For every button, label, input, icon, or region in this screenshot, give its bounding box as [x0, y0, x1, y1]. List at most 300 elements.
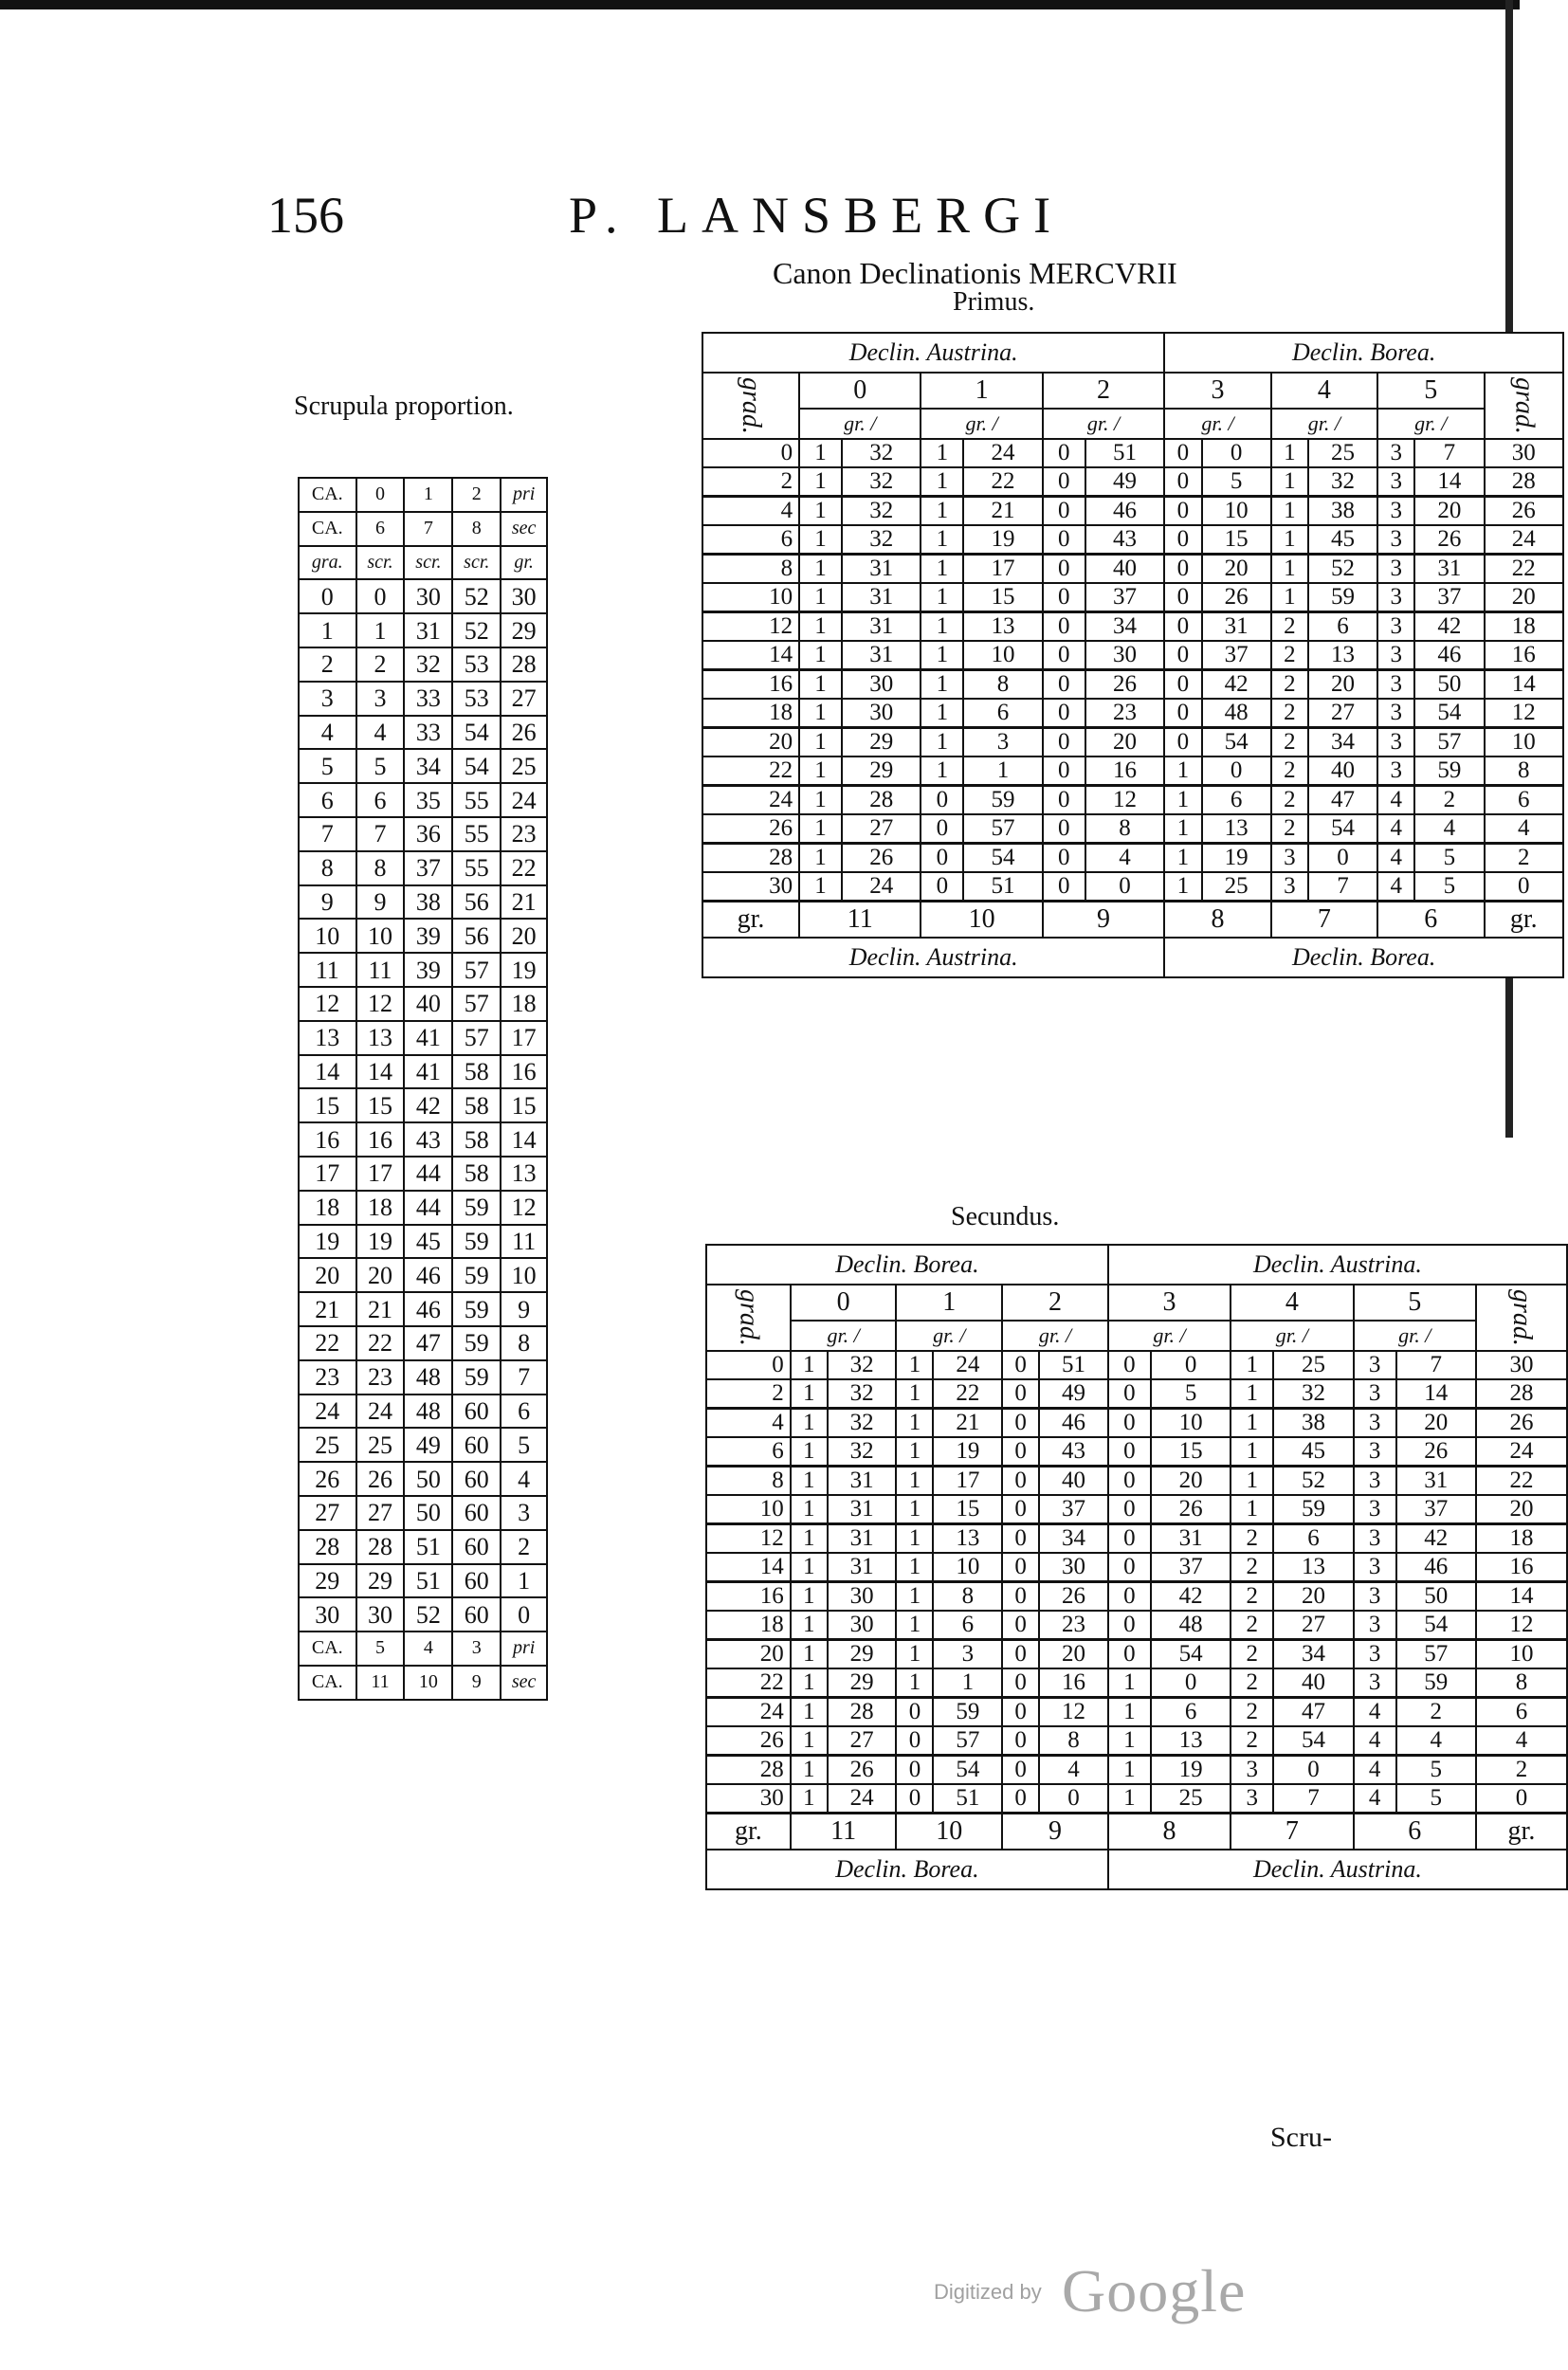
primus-cell: 25: [1202, 872, 1271, 902]
secundus-data-row: [706, 1379, 1567, 1409]
secundus-cell: 10: [1151, 1409, 1231, 1438]
primus-cell: 26: [1085, 670, 1165, 700]
primus-sign-header: 4: [1271, 373, 1377, 409]
primus-cell: 0: [1164, 670, 1201, 700]
secundus-bottom-sign: gr.: [706, 1814, 791, 1850]
secundus-cell: 18: [706, 1611, 791, 1640]
scrupula-cell: 8: [501, 1326, 547, 1360]
primus-cell: 1: [921, 670, 963, 700]
primus-cell: 20: [1308, 670, 1377, 700]
primus-cell: 0: [1043, 757, 1085, 786]
primus-cell: 54: [1414, 699, 1484, 728]
scrupula-row: [299, 919, 547, 953]
secundus-cell: 1: [791, 1726, 828, 1756]
scrupula-head-cell: scr.: [404, 546, 452, 580]
scrupula-row: [299, 1530, 547, 1564]
scrupula-cell: 48: [404, 1360, 452, 1395]
primus-unit-header: gr. /: [799, 409, 921, 439]
primus-cell: 0: [1164, 612, 1201, 642]
scrupula-cell: 58: [452, 1055, 501, 1089]
primus-cell: 1: [1164, 786, 1201, 815]
scrupula-cell: 30: [501, 579, 547, 613]
secundus-cell: 20: [1273, 1582, 1353, 1612]
secundus-cell: 31: [1151, 1524, 1231, 1554]
secundus-cell: 0: [896, 1756, 933, 1785]
secundus-cell: 0: [1002, 1524, 1039, 1554]
scrupula-cell: 25: [501, 749, 547, 783]
secundus-cell: 2: [1231, 1611, 1273, 1640]
secundus-cell: 12: [1476, 1611, 1567, 1640]
scrupula-cell: 8: [356, 851, 405, 885]
primus-cell: 3: [1377, 728, 1414, 757]
scrupula-foot-cell: 11: [356, 1666, 405, 1700]
primus-cell: 1: [799, 814, 842, 844]
primus-cell: 2: [1485, 844, 1564, 873]
secundus-sign-header: 0: [791, 1285, 897, 1321]
secundus-cell: 8: [933, 1582, 1002, 1612]
primus-cell: 6: [1485, 786, 1564, 815]
primus-cell: 0: [1164, 555, 1201, 584]
secundus-cell: 26: [706, 1726, 791, 1756]
scrupula-cell: 2: [299, 647, 356, 682]
scrupula-cell: 60: [452, 1496, 501, 1530]
scrupula-cell: 31: [404, 613, 452, 647]
scrupula-foot-cell: 10: [404, 1666, 452, 1700]
secundus-cell: 54: [1151, 1640, 1231, 1669]
primus-cell: 0: [921, 814, 963, 844]
canon-secundus-body: [706, 1245, 1567, 1889]
primus-cell: 26: [1414, 525, 1484, 555]
scrupula-cell: 5: [299, 749, 356, 783]
scrupula-cell: 10: [299, 919, 356, 953]
scrupula-row: [299, 783, 547, 817]
scrupula-head-cell: CA.: [299, 512, 356, 546]
primus-cell: 0: [702, 439, 799, 467]
primus-data-row: [702, 467, 1563, 497]
primus-cell: 42: [1202, 670, 1271, 700]
secundus-cell: 10: [706, 1495, 791, 1524]
primus-cell: 3: [963, 728, 1043, 757]
primus-data-row: [702, 699, 1563, 728]
primus-data-row: [702, 612, 1563, 642]
secundus-cell: 7: [1396, 1351, 1476, 1379]
primus-cell: 0: [1043, 728, 1085, 757]
scrupula-cell: 11: [356, 953, 405, 987]
scrupula-cell: 26: [299, 1462, 356, 1496]
primus-cell: 4: [1377, 814, 1414, 844]
scrupula-head-cell: 6: [356, 512, 405, 546]
primus-cell: 0: [1164, 699, 1201, 728]
secundus-cell: 1: [791, 1668, 828, 1698]
primus-label: Primus.: [953, 287, 1035, 317]
primus-cell: 2: [1271, 612, 1308, 642]
primus-cell: 1: [799, 641, 842, 670]
scrupula-title: Scrupula proportion.: [294, 392, 514, 421]
secundus-cell: 1: [933, 1668, 1002, 1698]
secundus-cell: 8: [1476, 1668, 1567, 1698]
secundus-cell: 22: [706, 1668, 791, 1698]
scrupula-cell: 21: [356, 1292, 405, 1326]
secundus-cell: 1: [896, 1640, 933, 1669]
secundus-cell: 0: [1002, 1582, 1039, 1612]
primus-bottom-sign: 7: [1271, 902, 1377, 939]
primus-cell: 0: [1043, 814, 1085, 844]
secundus-cell: 34: [1273, 1640, 1353, 1669]
secundus-cell: 1: [896, 1409, 933, 1438]
primus-cell: 0: [1043, 872, 1085, 902]
scrupula-cell: 40: [404, 987, 452, 1021]
secundus-cell: 32: [828, 1351, 897, 1379]
primus-cell: 2: [1271, 670, 1308, 700]
primus-cell: 16: [702, 670, 799, 700]
canon-primus-table: [702, 332, 1564, 978]
primus-cell: 0: [921, 872, 963, 902]
primus-cell: 24: [963, 439, 1043, 467]
primus-cell: 49: [1085, 467, 1165, 497]
secundus-cell: 2: [1396, 1698, 1476, 1727]
scrupula-cell: 11: [299, 953, 356, 987]
scrupula-cell: 26: [356, 1462, 405, 1496]
primus-cell: 22: [702, 757, 799, 786]
secundus-data-row: [706, 1495, 1567, 1524]
primus-cell: 3: [1377, 757, 1414, 786]
scrupula-head-cell: sec: [501, 512, 547, 546]
scrupula-row: [299, 1496, 547, 1530]
primus-cell: 3: [1271, 844, 1308, 873]
google-logo: Google: [1062, 2257, 1247, 2324]
primus-cell: 30: [1485, 439, 1564, 467]
primus-cell: 28: [702, 844, 799, 873]
primus-cell: 0: [1043, 699, 1085, 728]
secundus-bottom-sign: 6: [1354, 1814, 1476, 1850]
secundus-cell: 29: [828, 1668, 897, 1698]
scrupula-cell: 8: [299, 851, 356, 885]
scrupula-cell: 23: [299, 1360, 356, 1395]
scrupula-cell: 22: [501, 851, 547, 885]
primus-cell: 0: [921, 844, 963, 873]
primus-cell: 57: [963, 814, 1043, 844]
primus-cell: 0: [1308, 844, 1377, 873]
primus-unit-header: gr. /: [1164, 409, 1270, 439]
secundus-cell: 2: [1231, 1553, 1273, 1582]
primus-cell: 30: [842, 670, 921, 700]
scrupula-cell: 33: [404, 682, 452, 716]
primus-cell: 1: [799, 699, 842, 728]
primus-unit-row: [702, 409, 1563, 439]
scrupula-head-cell: 8: [452, 512, 501, 546]
scrupula-head-row: [299, 512, 547, 546]
secundus-cell: 0: [896, 1784, 933, 1814]
primus-cell: 1: [799, 612, 842, 642]
secundus-cell: 2: [1231, 1640, 1273, 1669]
scrupula-row: [299, 1326, 547, 1360]
secundus-cell: 3: [933, 1640, 1002, 1669]
primus-cell: 0: [1043, 641, 1085, 670]
primus-cell: 0: [1164, 728, 1201, 757]
secundus-cell: 0: [1273, 1756, 1353, 1785]
secundus-cell: 37: [1039, 1495, 1108, 1524]
scrupula-cell: 15: [356, 1088, 405, 1122]
secundus-cell: 0: [1002, 1726, 1039, 1756]
scrupula-cell: 52: [452, 613, 501, 647]
secundus-data-row: [706, 1467, 1567, 1496]
primus-bottom-sign: 11: [799, 902, 921, 939]
primus-cell: 1: [799, 786, 842, 815]
secundus-cell: 43: [1039, 1437, 1108, 1467]
scrupula-cell: 18: [299, 1191, 356, 1225]
secundus-cell: 24: [706, 1698, 791, 1727]
secundus-data-row: [706, 1553, 1567, 1582]
secundus-data-row: [706, 1784, 1567, 1814]
scrupula-cell: 28: [356, 1530, 405, 1564]
scrupula-cell: 59: [452, 1360, 501, 1395]
scrupula-head-cell: CA.: [299, 478, 356, 512]
secundus-cell: 20: [1039, 1640, 1108, 1669]
secundus-cell: 1: [1108, 1698, 1151, 1727]
primus-cell: 18: [702, 699, 799, 728]
scrupula-cell: 26: [501, 716, 547, 750]
secundus-cell: 23: [1039, 1611, 1108, 1640]
canon-title: Canon Declinationis MERCVRII: [773, 256, 1177, 290]
primus-sign-header: 3: [1164, 373, 1270, 409]
primus-cell: 1: [799, 525, 842, 555]
secundus-cell: 3: [1231, 1756, 1273, 1785]
secundus-data-row: [706, 1611, 1567, 1640]
scrupula-cell: 58: [452, 1122, 501, 1157]
scrupula-cell: 56: [452, 919, 501, 953]
primus-cell: 2: [1271, 699, 1308, 728]
scrupula-foot-row: [299, 1632, 547, 1666]
scrupula-cell: 50: [404, 1496, 452, 1530]
scrupula-cell: 59: [452, 1225, 501, 1259]
scrupula-cell: 59: [452, 1326, 501, 1360]
secundus-cell: 32: [828, 1379, 897, 1409]
secundus-cell: 13: [1151, 1726, 1231, 1756]
scrupula-row: [299, 1055, 547, 1089]
scrupula-cell: 5: [501, 1428, 547, 1462]
primus-cell: 27: [842, 814, 921, 844]
secundus-sign-header: 5: [1354, 1285, 1476, 1321]
scrupula-cell: 14: [501, 1122, 547, 1157]
running-head: P. LANSBERGI: [569, 187, 1065, 244]
primus-cell: 1: [1271, 467, 1308, 497]
primus-cell: 3: [1377, 612, 1414, 642]
secundus-top-left-label: Declin. Borea.: [706, 1245, 1108, 1285]
secundus-data-row: [706, 1524, 1567, 1554]
scrupula-foot-row: [299, 1666, 547, 1700]
primus-cell: 19: [1202, 844, 1271, 873]
scrupula-foot-cell: 9: [452, 1666, 501, 1700]
scrupula-cell: 36: [404, 817, 452, 851]
primus-cell: 37: [1202, 641, 1271, 670]
secundus-grad-right: grad.: [1476, 1285, 1567, 1351]
scrupula-foot-cell: 3: [452, 1632, 501, 1666]
scrupula-cell: 59: [452, 1191, 501, 1225]
secundus-cell: 3: [1354, 1467, 1396, 1496]
secundus-cell: 20: [1476, 1495, 1567, 1524]
secundus-cell: 4: [1354, 1698, 1396, 1727]
scrupula-cell: 2: [501, 1530, 547, 1564]
scrupula-cell: 57: [452, 987, 501, 1021]
scrupula-cell: 59: [452, 1292, 501, 1326]
scrupula-cell: 4: [356, 716, 405, 750]
secundus-cell: 0: [1002, 1379, 1039, 1409]
scrupula-cell: 24: [299, 1395, 356, 1429]
scrupula-row: [299, 613, 547, 647]
primus-cell: 51: [1085, 439, 1165, 467]
primus-cell: 13: [1308, 641, 1377, 670]
scrupula-cell: 18: [356, 1191, 405, 1225]
secundus-cell: 1: [1231, 1495, 1273, 1524]
scrupula-row: [299, 1292, 547, 1326]
scrupula-row: [299, 749, 547, 783]
secundus-cell: 1: [791, 1553, 828, 1582]
primus-cell: 12: [1085, 786, 1165, 815]
primus-cell: 2: [1414, 786, 1484, 815]
secundus-cell: 54: [933, 1756, 1002, 1785]
primus-cell: 15: [1202, 525, 1271, 555]
secundus-label: Secundus.: [951, 1202, 1060, 1231]
primus-top-left-label: Declin. Austrina.: [702, 333, 1164, 373]
secundus-cell: 28: [828, 1698, 897, 1727]
scrupula-cell: 44: [404, 1157, 452, 1191]
scrupula-cell: 1: [356, 613, 405, 647]
primus-cell: 0: [1485, 872, 1564, 902]
secundus-cell: 26: [1039, 1582, 1108, 1612]
primus-cell: 0: [1043, 670, 1085, 700]
secundus-cell: 0: [896, 1698, 933, 1727]
primus-cell: 37: [1085, 583, 1165, 612]
primus-cell: 1: [799, 757, 842, 786]
primus-cell: 1: [921, 525, 963, 555]
secundus-cell: 59: [1273, 1495, 1353, 1524]
secundus-cell: 1: [791, 1640, 828, 1669]
scrupula-head-cell: 1: [404, 478, 452, 512]
primus-cell: 30: [702, 872, 799, 902]
scrupula-cell: 21: [299, 1292, 356, 1326]
secundus-cell: 1: [1108, 1726, 1151, 1756]
secundus-cell: 12: [1039, 1698, 1108, 1727]
primus-cell: 18: [1485, 612, 1564, 642]
scrupula-cell: 56: [452, 885, 501, 920]
scrupula-foot-cell: CA.: [299, 1632, 356, 1666]
primus-cell: 2: [1271, 728, 1308, 757]
primus-cell: 1: [1271, 439, 1308, 467]
secundus-cell: 20: [1151, 1467, 1231, 1496]
scrupula-cell: 58: [452, 1088, 501, 1122]
primus-cell: 34: [1308, 728, 1377, 757]
secundus-top-header: [706, 1245, 1567, 1285]
canon-secundus-table: [705, 1244, 1568, 1890]
primus-cell: 3: [1377, 497, 1414, 526]
scrupula-cell: 17: [299, 1157, 356, 1191]
primus-cell: 1: [799, 555, 842, 584]
secundus-cell: 0: [1108, 1495, 1151, 1524]
secundus-unit-header: gr. /: [791, 1321, 897, 1351]
primus-cell: 4: [702, 497, 799, 526]
scrupula-row: [299, 1225, 547, 1259]
secundus-cell: 14: [706, 1553, 791, 1582]
primus-cell: 1: [921, 757, 963, 786]
secundus-data-row: [706, 1351, 1567, 1379]
scrupula-cell: 29: [299, 1564, 356, 1598]
secundus-cell: 3: [1354, 1437, 1396, 1467]
secundus-cell: 42: [1151, 1582, 1231, 1612]
scrupula-cell: 45: [404, 1225, 452, 1259]
primus-data-row: [702, 555, 1563, 584]
primus-cell: 29: [842, 757, 921, 786]
primus-cell: 28: [1485, 467, 1564, 497]
scrupula-cell: 17: [356, 1157, 405, 1191]
secundus-bottom-sign: 8: [1108, 1814, 1231, 1850]
scrupula-row: [299, 1122, 547, 1157]
primus-cell: 1: [921, 555, 963, 584]
scrupula-foot-cell: 5: [356, 1632, 405, 1666]
secundus-cell: 19: [933, 1437, 1002, 1467]
secundus-cell: 1: [791, 1784, 828, 1814]
scrupula-cell: 24: [356, 1395, 405, 1429]
scrupula-cell: 14: [299, 1055, 356, 1089]
primus-cell: 10: [963, 641, 1043, 670]
primus-bottom-sign: 8: [1164, 902, 1270, 939]
secundus-cell: 34: [1039, 1524, 1108, 1554]
scrupula-cell: 35: [404, 783, 452, 817]
scrupula-cell: 34: [404, 749, 452, 783]
secundus-cell: 6: [1273, 1524, 1353, 1554]
secundus-cell: 37: [1396, 1495, 1476, 1524]
scrupula-cell: 30: [356, 1597, 405, 1632]
secundus-cell: 4: [1039, 1756, 1108, 1785]
scrupula-cell: 29: [356, 1564, 405, 1598]
secundus-cell: 57: [933, 1726, 1002, 1756]
primus-cell: 1: [921, 612, 963, 642]
scrupula-cell: 3: [501, 1496, 547, 1530]
scrupula-cell: 20: [501, 919, 547, 953]
secundus-cell: 2: [1231, 1668, 1273, 1698]
scrupula-cell: 0: [356, 579, 405, 613]
primus-cell: 0: [1164, 497, 1201, 526]
primus-cell: 13: [963, 612, 1043, 642]
scrupula-foot-cell: pri: [501, 1632, 547, 1666]
secundus-cell: 20: [706, 1640, 791, 1669]
primus-cell: 3: [1377, 699, 1414, 728]
primus-cell: 7: [1308, 872, 1377, 902]
scrupula-cell: 43: [404, 1122, 452, 1157]
scrupula-row: [299, 885, 547, 920]
primus-cell: 0: [1164, 583, 1201, 612]
secundus-cell: 14: [1396, 1379, 1476, 1409]
secundus-cell: 6: [706, 1437, 791, 1467]
primus-data-row: [702, 844, 1563, 873]
scrupula-row: [299, 1088, 547, 1122]
scrupula-cell: 18: [501, 987, 547, 1021]
scrupula-cell: 20: [356, 1258, 405, 1292]
secundus-cell: 8: [706, 1467, 791, 1496]
scrupula-head-cell: 0: [356, 478, 405, 512]
scrupula-head-cell: gra.: [299, 546, 356, 580]
scrupula-cell: 12: [356, 987, 405, 1021]
digitized-by-label: Digitized by: [934, 2280, 1042, 2304]
scrupula-row: [299, 1021, 547, 1055]
primus-cell: 54: [963, 844, 1043, 873]
primus-cell: 1: [963, 757, 1043, 786]
primus-cell: 26: [702, 814, 799, 844]
primus-bottom-sign: 9: [1043, 902, 1164, 939]
primus-cell: 1: [1271, 525, 1308, 555]
primus-cell: 1: [921, 641, 963, 670]
secundus-cell: 1: [791, 1379, 828, 1409]
secundus-data-row: [706, 1756, 1567, 1785]
